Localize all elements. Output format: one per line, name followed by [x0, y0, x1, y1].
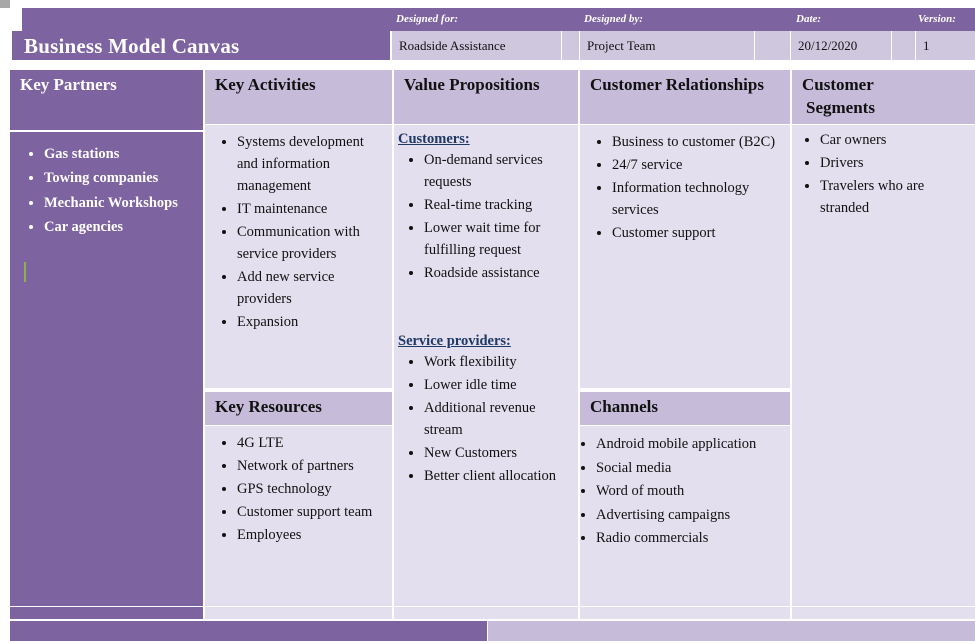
bottom-strip-cell-2 [394, 607, 578, 619]
list-item: • Expansion [237, 311, 388, 333]
key-resources-body [205, 426, 392, 606]
channels-list [580, 433, 790, 550]
list-item: • Radio commercials [596, 527, 786, 550]
list-item: • Real-time tracking [424, 194, 574, 216]
list-item: • IT maintenance [237, 198, 388, 220]
key-activities-body [205, 125, 392, 388]
list-item: • Car owners [820, 129, 971, 151]
bottom-bar-dark [10, 621, 487, 641]
customer-segments-title-line1: Customer [802, 75, 874, 94]
list-item: • Customer support [612, 222, 786, 244]
list-item: • Employees [237, 524, 388, 546]
list-item: • Systems development and information management [237, 131, 388, 197]
key-partners-list [10, 143, 203, 240]
customer-relationships-header: Customer Relationships [580, 70, 790, 124]
list-item: • Social media [596, 457, 786, 480]
text-caret [24, 262, 26, 282]
corner-artifact [0, 0, 10, 8]
value-propositions-body [394, 125, 578, 606]
list-item: • 24/7 service [612, 154, 786, 176]
designed-for-label: Designed for: [390, 8, 578, 31]
list-item: • New Customers [424, 442, 574, 464]
list-item: • Communication with service providers [237, 221, 388, 265]
customer-segments-list [792, 129, 975, 219]
customer-relationships-body [580, 125, 790, 388]
meta-strip-left-filler [22, 8, 390, 31]
list-item: • Gas stations [44, 143, 199, 166]
list-item: • Work flexibility [424, 351, 574, 373]
key-resources-header: Key Resources [205, 392, 392, 425]
list-item: • GPS technology [237, 478, 388, 500]
list-item: • Better client allocation [424, 465, 574, 487]
service-providers-subheading: Service providers: [398, 333, 511, 350]
channels-header: Channels [580, 392, 790, 425]
date-value[interactable]: 20/12/2020 [791, 31, 892, 60]
designed-by-label: Designed by: [578, 8, 790, 31]
list-item: • Information technology services [612, 177, 786, 221]
list-item: • Add new service providers [237, 266, 388, 310]
list-item: • Roadside assistance [424, 262, 574, 284]
list-item: • 4G LTE [237, 432, 388, 454]
version-label: Version: [912, 8, 975, 31]
value-propositions-header: Value Propositions [394, 70, 578, 124]
bottom-strip-cell-3 [580, 607, 790, 619]
list-item: • On-demand services requests [424, 149, 574, 193]
list-item: • Car agencies [44, 216, 199, 239]
customer-segments-body [792, 125, 975, 606]
version-value[interactable]: 1 [916, 31, 975, 60]
bottom-strip-dark [10, 607, 203, 619]
customer-relationships-list [580, 131, 790, 244]
list-item: • Word of mouth [596, 480, 786, 503]
list-item: • Customer support team [237, 501, 388, 523]
customers-subheading: Customers: [398, 131, 470, 147]
key-partners-body [10, 132, 203, 606]
bottom-bar-light [488, 621, 975, 641]
list-item: • Travelers who are stranded [820, 175, 971, 219]
customer-segments-header [792, 70, 975, 124]
customer-segments-title-line2: Segments [806, 98, 875, 117]
list-item: • Business to customer (B2C) [612, 131, 786, 153]
bottom-strip-cell-4 [792, 607, 975, 619]
list-item: • Network of partners [237, 455, 388, 477]
list-item: • Advertising campaigns [596, 504, 786, 527]
value-propositions-gap [394, 285, 578, 333]
date-label: Date: [790, 8, 912, 31]
page-title: Business Model Canvas [12, 31, 390, 60]
list-item: • Drivers [820, 152, 971, 174]
date-pad [892, 31, 916, 60]
value-propositions-customers-list [394, 149, 578, 284]
designed-by-pad [755, 31, 791, 60]
designed-by-value[interactable]: Project Team [580, 31, 755, 60]
key-partners-header: Key Partners [10, 70, 203, 130]
key-activities-list [205, 131, 392, 333]
list-item: • Mechanic Workshops [44, 192, 199, 215]
list-item: • Lower wait time for fulfilling request [424, 217, 574, 261]
list-item: • Lower idle time [424, 374, 574, 396]
channels-body [580, 426, 790, 606]
list-item: • Additional revenue stream [424, 397, 574, 441]
designed-for-value[interactable]: Roadside Assistance [392, 31, 562, 60]
designed-for-pad [562, 31, 580, 60]
key-resources-list [205, 432, 392, 546]
list-item: • Android mobile application [596, 433, 786, 456]
bottom-strip-cell-1 [205, 607, 392, 619]
list-item: • Towing companies [44, 167, 199, 190]
value-propositions-providers-list [394, 351, 578, 487]
key-activities-header: Key Activities [205, 70, 392, 124]
